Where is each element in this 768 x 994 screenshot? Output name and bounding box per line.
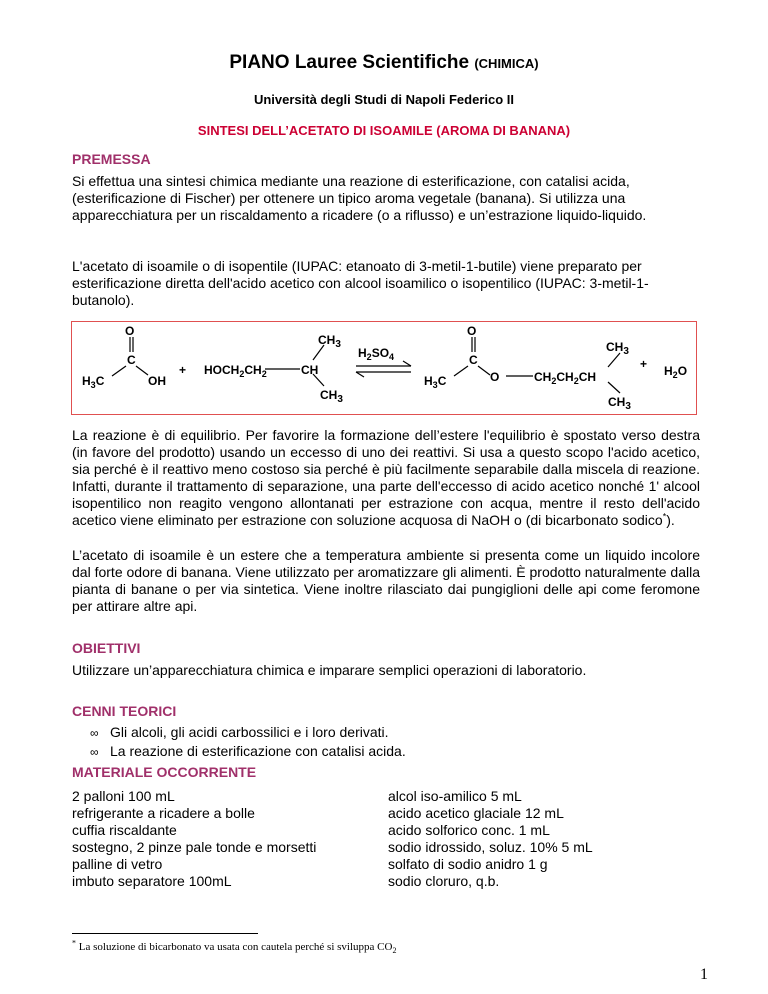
- title-main: PIANO Lauree Scientifiche: [229, 52, 470, 73]
- ester-methyl-label: $H_3C$: [424, 374, 447, 390]
- list-item: sostegno, 2 pinze pale tonde e morsetti: [72, 839, 317, 855]
- list-item: ∞ La reazione di esterificazione con catalisi acida.: [90, 742, 406, 761]
- premessa-paragraph-1: Si effettua una sintesi chimica mediante una reazione di esterificazione, con catalisi acida, (esterificazione di Fischer) per ottenere un tipico aroma vegetale (banana). Si utilizza una apparecchiatura per un riscaldamento a ricadere (o a riflusso) e un’estrazione liquido-liquido.: [72, 173, 647, 223]
- plus-sign-1: +: [179, 363, 187, 377]
- materiale-left-column: [72, 788, 372, 890]
- ester-chain-label: $CH_2CH_2CH$: [534, 370, 597, 386]
- list-item: alcol iso-amilico 5 mL: [388, 788, 522, 804]
- list-item: sodio cloruro, q.b.: [388, 873, 500, 889]
- acid-oxygen-label: O: [125, 324, 135, 338]
- list-item: cuffia riscaldante: [72, 822, 177, 838]
- list-item: 2 palloni 100 mL: [72, 788, 175, 804]
- premessa-paragraph-4: L’acetato di isoamile è un estere che a temperatura ambiente si presenta come un liquido incolore dal forte odore di banana. Viene utilizzato per aromatizzare gli alimenti. È prodotto naturalmente dalla pianta di banane o per via sintetica. Viene inoltre rilasciato dai pungiglioni delle api come feromone per attirare altre api.: [72, 547, 700, 614]
- alcohol-methyl-top: $CH_3$: [318, 333, 341, 350]
- ester-carbon-label: C: [469, 353, 478, 367]
- ester-oxygen-label: O: [467, 324, 477, 338]
- alcohol-ch-label: CH: [301, 363, 319, 377]
- materiale-right-column: [388, 788, 698, 890]
- list-item: ∞ Gli alcoli, gli acidi carbossilici e i loro derivati.: [90, 723, 406, 742]
- footnote-subscript: 2: [392, 946, 397, 956]
- water-label: $H_2O$: [664, 364, 688, 380]
- list-item: acido acetico glaciale 12 mL: [388, 805, 564, 821]
- premessa-paragraph-3-text: La reazione è di equilibrio. Per favorire la formazione dell’estere l'equilibrio è spostato verso destra (in favore del prodotto) usando un eccesso di uno dei reattivi. Si usa a questo scopo l'acido acetico, sia perché è il reattivo meno costoso sia perché è più facilmente separabile dalla miscela di reazione. Infatti, durante il trattamento di separazione, una parte dell'eccesso di acido acetico nonché 1' alcool isopentilico non reagito vengono allontanati per estrazione con acqua, mentre il resto dell'acido acetico viene eliminato per estrazione con soluzione acquosa di NaOH o (di bicarbonato sodico: [72, 427, 700, 528]
- acid-hydroxyl-label: OH: [148, 374, 166, 388]
- acid-carbon-label: C: [127, 353, 136, 367]
- university-name: Università degli Studi di Napoli Federico II: [253, 92, 515, 107]
- ester-methyl-bottom: $CH_3$: [608, 395, 631, 412]
- list-item: refrigerante a ricadere a bolle: [72, 805, 255, 821]
- obiettivi-heading: OBIETTIVI: [72, 640, 141, 656]
- alcohol-chain-label: $HOCH_2CH_2$: [204, 363, 267, 379]
- footnote-mark: *: [72, 938, 76, 948]
- catalyst-label: $H_2SO_4$: [358, 346, 395, 362]
- premessa-paragraph-3: [72, 427, 700, 529]
- list-item: palline di vetro: [72, 856, 163, 872]
- reaction-scheme: [71, 321, 697, 415]
- list-item: imbuto separatore 100mL: [72, 873, 232, 889]
- list-item: solfato di sodio anidro 1 g: [388, 856, 548, 872]
- obiettivi-text: Utilizzare un’apparecchiatura chimica e imparare semplici operazioni di laboratorio.: [72, 662, 587, 678]
- footnote: [72, 938, 397, 956]
- title-suffix: (CHIMICA): [474, 56, 539, 71]
- experiment-title: SINTESI DELL’ACETATO DI ISOAMILE (AROMA DI BANANA): [197, 123, 571, 138]
- premessa-heading: PREMESSA: [72, 151, 151, 167]
- premessa-paragraph-2: L'acetato di isoamile o di isopentile (IUPAC: etanoato di 3-metil-1-butile) viene preparato per esterificazione diretta dell'acido acetico con alcool isoamilico o isopentilico (IUPAC: 3-metil-1-butanolo).: [72, 258, 649, 308]
- document-title: [0, 52, 768, 74]
- footnote-ref: *: [662, 511, 667, 522]
- materiale-heading: MATERIALE OCCORRENTE: [72, 764, 257, 780]
- list-item: acido solforico conc. 1 mL: [388, 822, 550, 838]
- ester-oxygen-bridge: O: [490, 370, 500, 384]
- plus-sign-2: +: [640, 357, 648, 371]
- alcohol-methyl-bottom: $CH_3$: [320, 388, 343, 405]
- footnote-text: La soluzione di bicarbonato va usata con cautela perché si sviluppa CO: [78, 941, 393, 953]
- premessa-paragraph-3-end: ).: [666, 512, 675, 528]
- ester-methyl-top: $CH_3$: [606, 340, 629, 357]
- cenni-heading: CENNI TEORICI: [72, 703, 177, 719]
- page-number: 1: [700, 966, 708, 983]
- reaction-diagram: [72, 322, 696, 413]
- cenni-list: [90, 723, 406, 761]
- list-item: sodio idrossido, soluz. 10% 5 mL: [388, 839, 593, 855]
- footnote-separator: [72, 933, 258, 934]
- acid-methyl-label: $H_3C$: [82, 374, 105, 390]
